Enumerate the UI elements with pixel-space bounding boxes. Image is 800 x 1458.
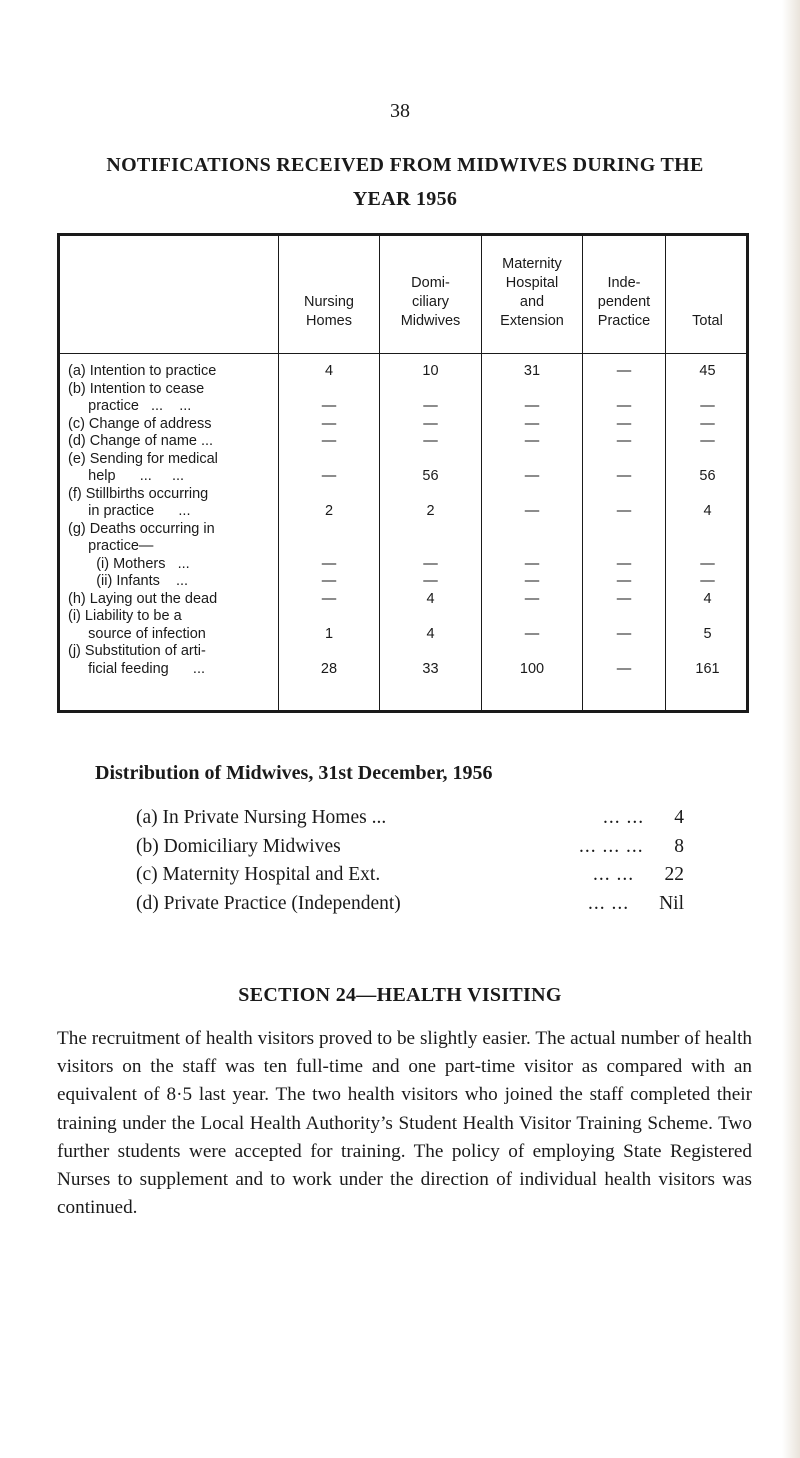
table-row-label bbox=[68, 591, 283, 609]
title-line-2: YEAR 1956 bbox=[352, 188, 458, 210]
table-cell: — bbox=[616, 398, 632, 414]
distribution-title: Distribution of Midwives, 31st December, 1956 bbox=[95, 762, 493, 784]
table-cell: 31 bbox=[523, 363, 541, 379]
table-cell: 4 bbox=[426, 625, 435, 642]
row-label-line: practice— bbox=[68, 538, 154, 554]
table-cell: — bbox=[700, 433, 715, 449]
section-paragraph: The recruitment of health visitors proved to be slightly easier. The actual number of health visitors on the staff was ten full-time and one part-time visitor as compared with an equivalent of 8·5 last year. The two health visitors who joined the staff completed their training under the Local Health Authority’s Student Health Visitor Training Scheme. Two further students were accepted for training. The policy of employing State Registered Nurses to supplement and to work under the direction of individual health visitors was continued. bbox=[57, 1028, 752, 1219]
page-edge-shadow bbox=[782, 0, 800, 1458]
table-row-label bbox=[68, 363, 283, 381]
table-cell: 28 bbox=[320, 660, 338, 677]
distribution-item bbox=[136, 889, 684, 919]
table-cell: 5 bbox=[703, 625, 712, 642]
table-cell: 56 bbox=[699, 468, 716, 484]
page-number: 38 bbox=[390, 100, 410, 122]
table-cell: — bbox=[321, 468, 337, 484]
table-cell: — bbox=[321, 398, 337, 414]
distribution-leader-dots: ... ... bbox=[603, 807, 645, 828]
table-cell: — bbox=[321, 573, 337, 589]
header-independent-practice: Inde- pendent Practice bbox=[597, 275, 651, 329]
table-cell: 161 bbox=[695, 660, 720, 677]
row-label-line: (i) Mothers ... bbox=[68, 555, 190, 572]
table-cell: 2 bbox=[426, 503, 435, 519]
table-cell: — bbox=[524, 573, 540, 589]
table-cell: — bbox=[321, 415, 337, 432]
table-cell: 2 bbox=[324, 503, 334, 519]
row-label-line: (g) Deaths occurring in bbox=[68, 520, 215, 537]
table-cell: — bbox=[616, 590, 632, 607]
distribution-item bbox=[136, 803, 684, 833]
row-label-line: (a) Intention to practice bbox=[68, 363, 217, 379]
table-cell: — bbox=[524, 555, 540, 572]
table-cell: 45 bbox=[699, 363, 716, 379]
table-cell: — bbox=[616, 415, 632, 432]
table-cell: — bbox=[321, 555, 337, 572]
table-cell: — bbox=[616, 468, 632, 484]
table-cell: — bbox=[616, 503, 632, 519]
distribution-leader-dots: ... ... ... bbox=[579, 836, 644, 857]
table-cell: — bbox=[423, 415, 438, 432]
table-cell: — bbox=[423, 555, 438, 572]
distribution-value: 22 bbox=[664, 864, 684, 885]
table-cell: — bbox=[524, 590, 540, 607]
table-row-label bbox=[68, 573, 283, 591]
table-cell: — bbox=[423, 433, 438, 449]
table-cell: — bbox=[616, 625, 632, 642]
table-cell: 33 bbox=[422, 660, 439, 677]
title-line-1: NOTIFICATIONS RECEIVED FROM MIDWIVES DURING THE bbox=[106, 154, 704, 176]
table-row-label bbox=[68, 643, 283, 678]
row-label-line: (i) Liability to be a bbox=[68, 608, 182, 624]
table-cell: — bbox=[616, 363, 632, 379]
distribution-leader-dots: ... ... bbox=[593, 864, 635, 885]
notifications-table bbox=[57, 233, 749, 713]
row-label-line: (b) Intention to cease bbox=[68, 380, 205, 397]
table-cell: 4 bbox=[324, 363, 334, 379]
header-nursing-homes: Nursing Homes bbox=[304, 294, 354, 329]
table-cell: — bbox=[321, 590, 337, 607]
distribution-label: (a) In Private Nursing Homes ... bbox=[136, 807, 387, 828]
table-cell: — bbox=[524, 433, 540, 449]
table-row-label bbox=[68, 451, 283, 486]
table-row-label bbox=[68, 381, 283, 416]
distribution-value: 4 bbox=[674, 807, 684, 828]
table-cell: — bbox=[616, 660, 632, 677]
table-cell: — bbox=[524, 415, 540, 432]
distribution-label: (b) Domiciliary Midwives bbox=[136, 836, 341, 857]
row-label-line: (e) Sending for medical bbox=[68, 450, 218, 467]
table-row-label bbox=[68, 521, 283, 574]
distribution-item bbox=[136, 832, 684, 862]
header-domiciliary-midwives: Domi- ciliary Midwives bbox=[400, 275, 461, 329]
table-cell: 4 bbox=[703, 503, 712, 519]
table-cell: — bbox=[321, 433, 337, 449]
row-label-line: (j) Substitution of arti- bbox=[68, 643, 206, 659]
table-cell: — bbox=[524, 398, 540, 414]
table-cell: 4 bbox=[703, 590, 712, 607]
distribution-label: (d) Private Practice (Independent) bbox=[136, 893, 401, 914]
row-label-line: (d) Change of name ... bbox=[68, 433, 214, 449]
table-cell: — bbox=[616, 555, 632, 572]
table-cell: — bbox=[700, 398, 715, 414]
table-cell: — bbox=[700, 555, 715, 572]
row-label-line: (h) Laying out the dead bbox=[68, 590, 218, 607]
table-cell: 100 bbox=[519, 660, 545, 677]
table-cell: — bbox=[524, 625, 540, 642]
row-label-line: in practice ... bbox=[68, 503, 191, 519]
table-cell: — bbox=[616, 433, 632, 449]
row-label-line: (ii) Infants ... bbox=[68, 573, 189, 589]
table-cell: 4 bbox=[426, 590, 435, 607]
row-label-line: help ... ... bbox=[68, 468, 185, 484]
section-title: SECTION 24—HEALTH VISITING bbox=[238, 984, 562, 1006]
table-cell: — bbox=[616, 573, 632, 589]
table-cell: — bbox=[700, 415, 715, 432]
table-cell: — bbox=[423, 398, 438, 414]
row-label-line: (f) Stillbirths occurring bbox=[68, 485, 209, 502]
page-title bbox=[40, 148, 770, 216]
distribution-label: (c) Maternity Hospital and Ext. bbox=[136, 864, 381, 885]
distribution-value: Nil bbox=[659, 893, 684, 914]
table-cell: — bbox=[524, 503, 540, 519]
table-row-label bbox=[68, 433, 283, 451]
row-label-line: source of infection bbox=[68, 625, 206, 642]
header-maternity-hospital: Maternity Hospital and Extension bbox=[500, 256, 564, 329]
header-total: Total bbox=[692, 313, 723, 329]
row-label-line: ficial feeding ... bbox=[68, 660, 206, 677]
distribution-item bbox=[136, 860, 684, 890]
row-label-line: practice ... ... bbox=[68, 398, 192, 414]
table-row-label bbox=[68, 416, 283, 434]
table-cell: 56 bbox=[422, 468, 439, 484]
table-cell: 1 bbox=[324, 625, 334, 642]
row-label-line: (c) Change of address bbox=[68, 415, 212, 432]
table-cell: — bbox=[700, 573, 715, 589]
header-rule bbox=[60, 353, 746, 354]
table-cell: — bbox=[524, 468, 540, 484]
table-cell: 10 bbox=[422, 363, 439, 379]
table-row-label bbox=[68, 486, 283, 521]
distribution-value: 8 bbox=[674, 836, 684, 857]
distribution-leader-dots: ... ... bbox=[588, 893, 630, 914]
table-cell: — bbox=[423, 573, 438, 589]
table-row-label bbox=[68, 608, 283, 643]
